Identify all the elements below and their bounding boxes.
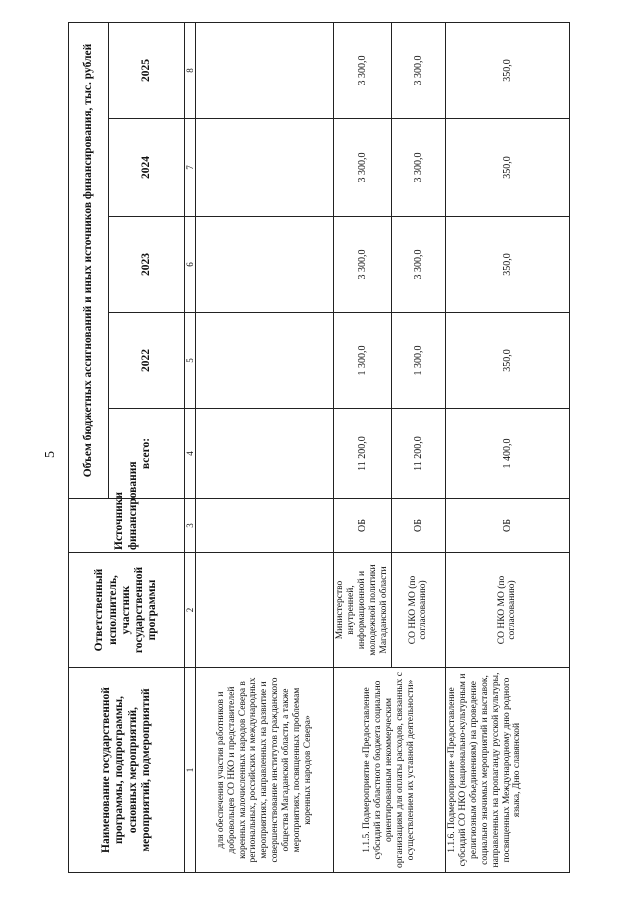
header-financing-group: Объем бюджетных ассигнований и иных источников финансирования, тыс. рублей bbox=[69, 22, 109, 498]
row-executor: Министерство внутренней, информационной и молодежной политики Магаданской области bbox=[334, 553, 392, 668]
header-2025: 2025 bbox=[109, 22, 185, 118]
header-total: всего: bbox=[109, 409, 185, 499]
column-number: 4 bbox=[185, 409, 196, 499]
column-number: 6 bbox=[185, 217, 196, 313]
header-2023: 2023 bbox=[109, 217, 185, 313]
row-2024: 3 300,0 bbox=[391, 119, 445, 217]
row-2022: 1 300,0 bbox=[391, 313, 445, 409]
row-name: для обеспечения участия работников и добровольцев СО НКО и представителей коренных малочисленных народов Севера в региональных, российских и международных мероприятиях, направленных на развитие и совершенствование институтов гражданского общества Магаданской области, а также мероприятиях, посвященных проблемам коренных народов Севера» bbox=[196, 668, 334, 873]
row-executor bbox=[196, 553, 334, 668]
row-2024 bbox=[196, 119, 334, 217]
row-total bbox=[196, 409, 334, 499]
row-source: ОБ bbox=[445, 499, 569, 553]
header-2022: 2022 bbox=[109, 313, 185, 409]
column-number: 7 bbox=[185, 119, 196, 217]
row-2024: 3 300,0 bbox=[334, 119, 392, 217]
row-source bbox=[196, 499, 334, 553]
row-source: ОБ bbox=[391, 499, 445, 553]
financing-table-wrapper bbox=[68, 23, 565, 873]
row-2025: 350,0 bbox=[445, 22, 569, 118]
row-name: 1.1.5. Подмероприятие «Предоставление субсидий из областного бюджета социально ориентированным некоммерческим организациям для оплаты расходов, связанных с осуществлением их уставной деятельности» bbox=[334, 668, 446, 873]
header-name: Наименование государственной программы, подпрограммы, основных мероприятий, мероприятий, подмероприятий bbox=[69, 668, 185, 873]
row-total: 11 200,0 bbox=[334, 409, 392, 499]
row-name: 1.1.6. Подмероприятие «Предоставление субсидий СО НКО (национально-культурным и религиозным объединениям) на проведение социально значимых мероприятий и выставок, направленных на пропаганду русской культуры, посвященных Международному дню родного языка, Дню славянской bbox=[445, 668, 569, 873]
column-number: 3 bbox=[185, 499, 196, 553]
table-row bbox=[196, 22, 334, 872]
financing-table bbox=[68, 22, 570, 873]
row-2025: 3 300,0 bbox=[391, 22, 445, 118]
row-2022: 350,0 bbox=[445, 313, 569, 409]
table-row bbox=[334, 22, 392, 872]
row-2023: 3 300,0 bbox=[391, 217, 445, 313]
column-number: 2 bbox=[185, 553, 196, 668]
row-executor: СО НКО МО (по согласованию) bbox=[445, 553, 569, 668]
column-number: 5 bbox=[185, 313, 196, 409]
row-2025: 3 300,0 bbox=[334, 22, 392, 118]
row-total: 1 400,0 bbox=[445, 409, 569, 499]
column-number: 1 bbox=[185, 668, 196, 873]
header-2024: 2024 bbox=[109, 119, 185, 217]
row-2023 bbox=[196, 217, 334, 313]
row-2022 bbox=[196, 313, 334, 409]
row-2024: 350,0 bbox=[445, 119, 569, 217]
row-source: ОБ bbox=[334, 499, 392, 553]
row-2023: 3 300,0 bbox=[334, 217, 392, 313]
row-total: 11 200,0 bbox=[391, 409, 445, 499]
row-2025 bbox=[196, 22, 334, 118]
row-executor: СО НКО МО (по согласованию) bbox=[391, 553, 445, 668]
column-number: 8 bbox=[185, 22, 196, 118]
row-2023: 350,0 bbox=[445, 217, 569, 313]
header-source: Источники финансирования bbox=[69, 499, 185, 553]
page-number: 5 bbox=[43, 451, 58, 458]
header-executor: Ответственный исполнитель, участник государственной программы bbox=[69, 553, 185, 668]
row-2022: 1 300,0 bbox=[334, 313, 392, 409]
table-row bbox=[445, 22, 569, 872]
